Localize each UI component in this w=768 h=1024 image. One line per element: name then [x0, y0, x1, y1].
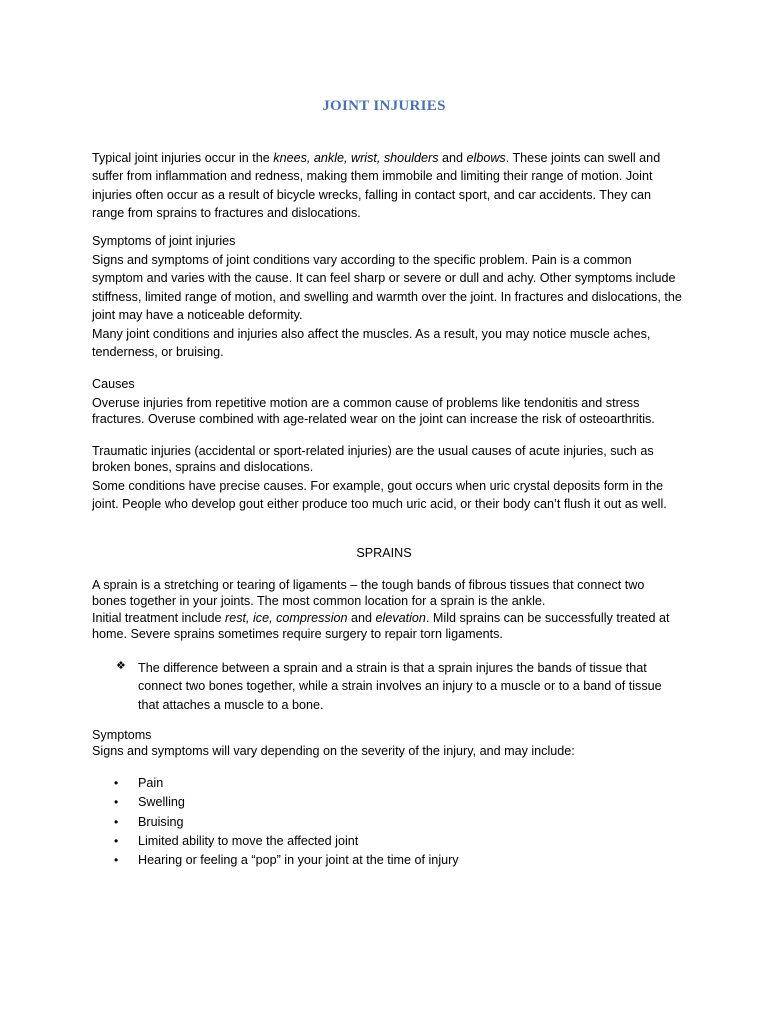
list-item-text: Limited ability to move the affected joint	[138, 833, 359, 848]
treatment-text: and	[347, 611, 376, 625]
symptoms-heading: Symptoms	[92, 728, 152, 742]
bullet-icon: •	[114, 833, 119, 848]
list-item-text: Bruising	[138, 814, 184, 829]
gout-paragraph: Some conditions have precise causes. For example, gout occurs when uric crystal deposits form in the joint. People who develop gout either produce too much uric acid, or their body can’t flush it out as well.	[92, 479, 667, 512]
treatment-text: . Mild sprains can be successfully treated at home. Severe sprains sometimes require surgery to repair torn ligaments.	[92, 611, 670, 642]
list-item	[92, 793, 692, 812]
muscles-paragraph: Many joint conditions and injuries also affect the muscles. As a result, you may notice muscle aches, tenderness, or bruising.	[92, 327, 651, 360]
causes-heading: Causes	[92, 377, 135, 391]
sprains-heading: SPRAINS	[356, 546, 412, 560]
intro-text: and	[438, 151, 467, 165]
bullet-icon: •	[114, 853, 119, 868]
traumatic-paragraph: Traumatic injuries (accidental or sport-related injuries) are the usual causes of acute injuries, such as broken bones, sprains and dislocations.	[92, 444, 654, 475]
document-title: JOINT INJURIES	[322, 98, 446, 114]
intro-text: . These joints can swell and suffer from inflammation and redness, making them immobile and limiting their range of motion. Joint injuries often occur as a result of bicycle wrecks, falling in contact sport, and car accidents. They can range from sprains to fractures and dislocations.	[92, 151, 661, 221]
list-item	[92, 813, 692, 832]
sprain-definition-paragraph: A sprain is a stretching or tearing of ligaments – the tough bands of fibrous tissues that connect two bones together in your joints. The most common location for a sprain is the ankle.	[92, 578, 645, 609]
list-item-text: Hearing or feeling a “pop” in your joint at the time of injury	[138, 853, 459, 868]
treatment-text: Initial treatment include	[92, 611, 226, 625]
symptoms-intro: Signs and symptoms will vary depending on the severity of the injury, and may include:	[92, 744, 575, 758]
list-item-text: Pain	[138, 776, 164, 790]
list-item	[92, 774, 692, 793]
bullet-icon: •	[114, 776, 119, 790]
sprain-vs-strain-note: The difference between a sprain and a strain is that a sprain injures the bands of tissue that connect two bones together, while a strain involves an injury to a muscle or to a band of tissue that attaches a muscle to a bone.	[138, 661, 662, 712]
treatment-rice-italic: rest, ice, compression	[225, 611, 348, 625]
list-item	[92, 851, 692, 870]
bullet-icon: •	[114, 814, 119, 829]
intro-text: Typical joint injuries occur in the	[92, 151, 274, 165]
treatment-elevation-italic: elevation	[375, 611, 426, 625]
symptoms-joint-paragraph: Signs and symptoms of joint conditions vary according to the specific problem. Pain is a common symptom and varies with the cause. It can feel sharp or severe or dull and achy. Other symptoms include stiffness, limited range of motion, and swelling and warmth over the joint. In fractures and dislocations, the joint may have a noticeable deformity.	[92, 253, 682, 323]
intro-paragraph	[92, 149, 682, 223]
symptoms-joint-heading: Symptoms of joint injuries	[92, 234, 236, 248]
list-item	[92, 832, 692, 851]
diamond-bullet-icon: ❖	[116, 660, 126, 672]
bullet-icon: •	[114, 795, 119, 810]
overuse-paragraph: Overuse injuries from repetitive motion are a common cause of problems like tendonitis and stress fractures. Overuse combined with age-related wear on the joint can increase the risk of osteoarthritis.	[92, 396, 655, 427]
sprain-treatment-paragraph	[92, 610, 682, 643]
intro-elbows-italic: elbows	[466, 151, 506, 165]
intro-joints-italic: knees, ankle, wrist, shoulders	[273, 151, 439, 165]
list-item-text: Swelling	[138, 795, 185, 810]
symptoms-list	[92, 774, 692, 870]
